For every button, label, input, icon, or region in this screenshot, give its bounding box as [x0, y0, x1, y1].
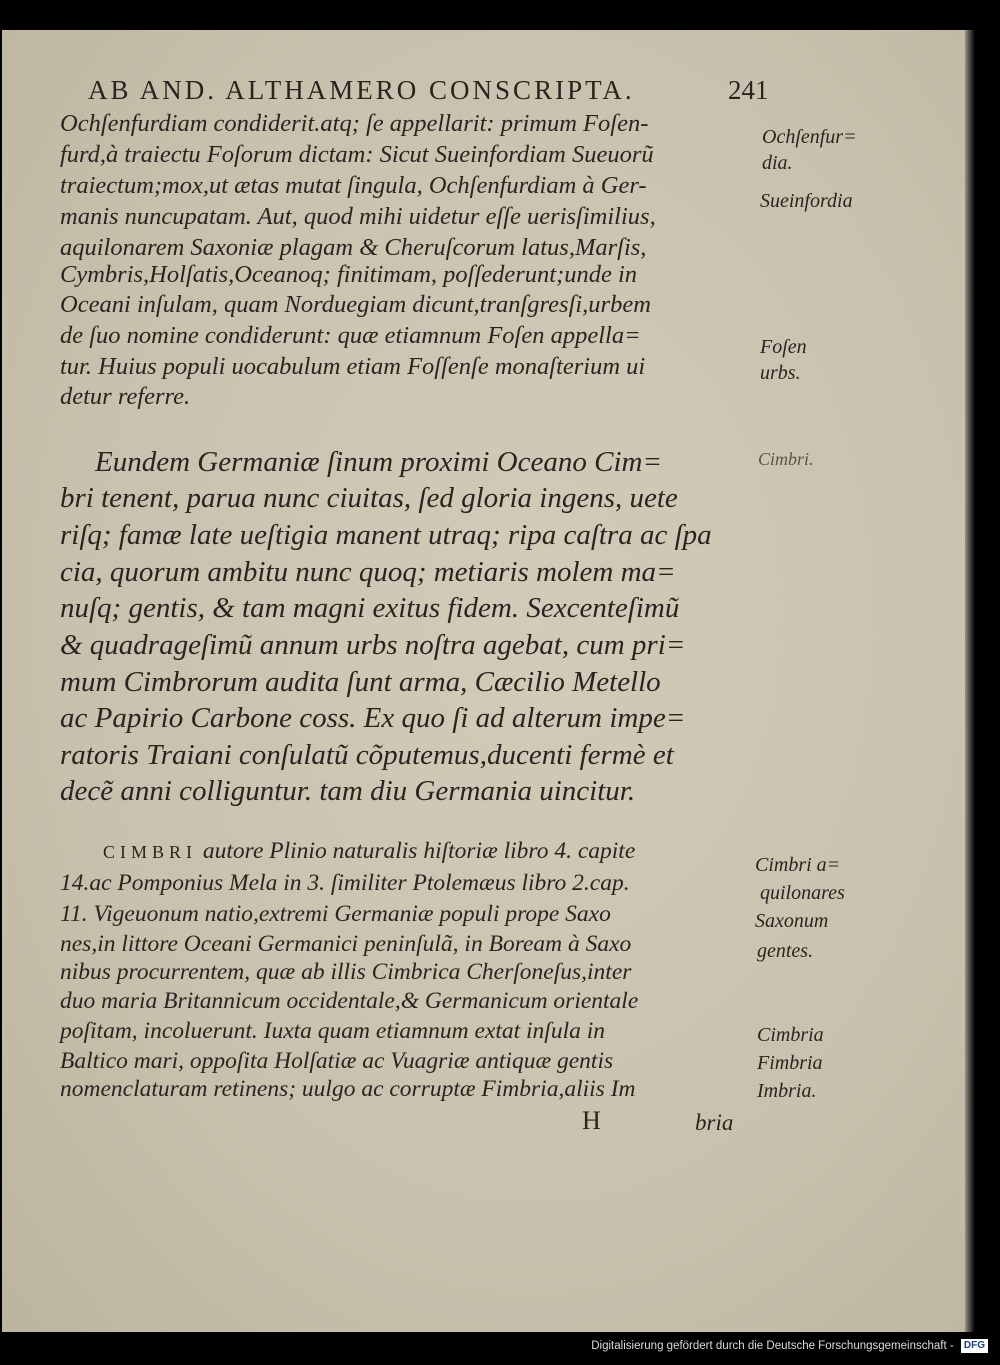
- text-line: duo maria Britannicum occidentale,& Germanicum orientale: [60, 988, 639, 1014]
- text-line-rest: autore Plinio naturalis hiſtoriæ libro 4. capite: [197, 838, 636, 864]
- marginal-note: Sueinfordia: [760, 190, 853, 212]
- page-number: 241: [728, 75, 769, 105]
- text-line: 11. Vigeuonum natio,extremi Germaniæ populi prope Saxo: [60, 901, 611, 927]
- text-line: furd,à traiectu Foſorum dictam: Sicut Sueinfordiam Sueuorũ: [60, 141, 654, 168]
- text-line: detur referre.: [60, 383, 191, 410]
- marginal-note: Imbria.: [757, 1080, 817, 1102]
- text-line: poſitam, incoluerunt. Iuxta quam etiamnum extat inſula in: [60, 1018, 605, 1044]
- text-line: nuſq; gentis, & tam magni exitus fidem. Sexcenteſimũ: [60, 592, 680, 624]
- text-line: traiectum;mox,ut ætas mutat ſingula, Ochſenfurdiam à Ger-: [60, 172, 647, 199]
- marginal-note: Cimbri a=: [755, 854, 841, 876]
- running-head: [88, 75, 768, 106]
- text-line: ac Papirio Carbone coss. Ex quo ſi ad alterum impe=: [60, 702, 686, 734]
- text-line: nomenclaturam retinens; uulgo ac corruptæ Fimbria,aliis Im: [60, 1076, 636, 1102]
- text-line: Cymbris,Holſatis,Oceanoq; finitimam, poſſederunt;unde in: [60, 261, 638, 288]
- text-line: Eundem Germaniæ ſinum proximi Oceano Cim=: [95, 446, 663, 478]
- signature-mark: H: [582, 1106, 601, 1135]
- text-line: riſq; famæ late ueſtigia manent utraq; ripa caſtra ac ſpa: [60, 519, 712, 551]
- text-line: Oceani inſulam, quam Norduegiam dicunt,tranſgresſi,urbem: [60, 291, 651, 318]
- credit-text: Digitalisierung gefördert durch die Deutsche Forschungsgemeinschaft -: [591, 1340, 954, 1352]
- marginal-note: gentes.: [757, 940, 814, 962]
- text-line: manis nuncupatam. Aut, quod mihi uidetur eſſe uerisſimilius,: [60, 203, 656, 230]
- marginal-note: Cimbria: [757, 1024, 824, 1046]
- text-line: 14.ac Pomponius Mela in 3. ſimiliter Ptolemæus libro 2.cap.: [60, 870, 630, 896]
- text-line: Ochſenfurdiam condiderit.atq; ſe appellarit: primum Foſen-: [60, 110, 649, 137]
- marginal-note: Cimbri.: [758, 449, 814, 469]
- small-caps-lead: CIMBRI: [103, 842, 198, 862]
- marginal-note: Saxonum: [755, 910, 829, 932]
- marginal-note: Foſen: [760, 336, 807, 358]
- text-line: nibus procurrentem, quæ ab illis Cimbrica Cherſoneſus,inter: [60, 959, 632, 985]
- text-line: aquilonarem Saxoniæ plagam & Cheruſcorum latus,Marſis,: [60, 234, 647, 261]
- marginal-note: dia.: [762, 152, 793, 174]
- running-head-title: AB AND. ALTHAMERO CONSCRIPTA.: [88, 75, 635, 105]
- text-line: ratoris Traiani conſulatũ cõputemus,ducenti fermè et: [60, 739, 674, 771]
- marginal-note: urbs.: [760, 362, 801, 384]
- text-line: & quadrageſimũ annum urbs noſtra agebat, cum pri=: [60, 629, 686, 661]
- dfg-logo-icon: DFG: [961, 1339, 988, 1353]
- text-line: decẽ anni colliguntur. tam diu Germania uincitur.: [60, 775, 636, 807]
- marginal-note: Fimbria: [757, 1052, 823, 1074]
- page-edge-shadow: [965, 30, 975, 1332]
- text-line: Baltico mari, oppoſita Holſatiæ ac Vuagriæ antiquæ gentis: [60, 1048, 614, 1074]
- marginal-note: quilonares: [760, 882, 845, 904]
- text-line: mum Cimbrorum audita ſunt arma, Cæcilio Metello: [60, 666, 661, 698]
- text-line: nes,in littore Oceani Germanici peninſulã, in Boream à Saxo: [60, 931, 632, 957]
- catchword: bria: [695, 1110, 734, 1135]
- text-line: bri tenent, parua nunc ciuitas, ſed gloria ingens, uete: [60, 482, 678, 514]
- text-line: tur. Huius populi uocabulum etiam Foſſenſe monaſterium ui: [60, 353, 646, 380]
- marginal-note: Ochſenfur=: [762, 126, 857, 148]
- text-line: [103, 838, 635, 865]
- digitization-credit: [591, 1339, 988, 1359]
- text-line: de ſuo nomine condiderunt: quæ etiamnum Foſen appella=: [60, 322, 641, 349]
- text-line: cia, quorum ambitu nunc quoq; metiaris molem ma=: [60, 556, 676, 588]
